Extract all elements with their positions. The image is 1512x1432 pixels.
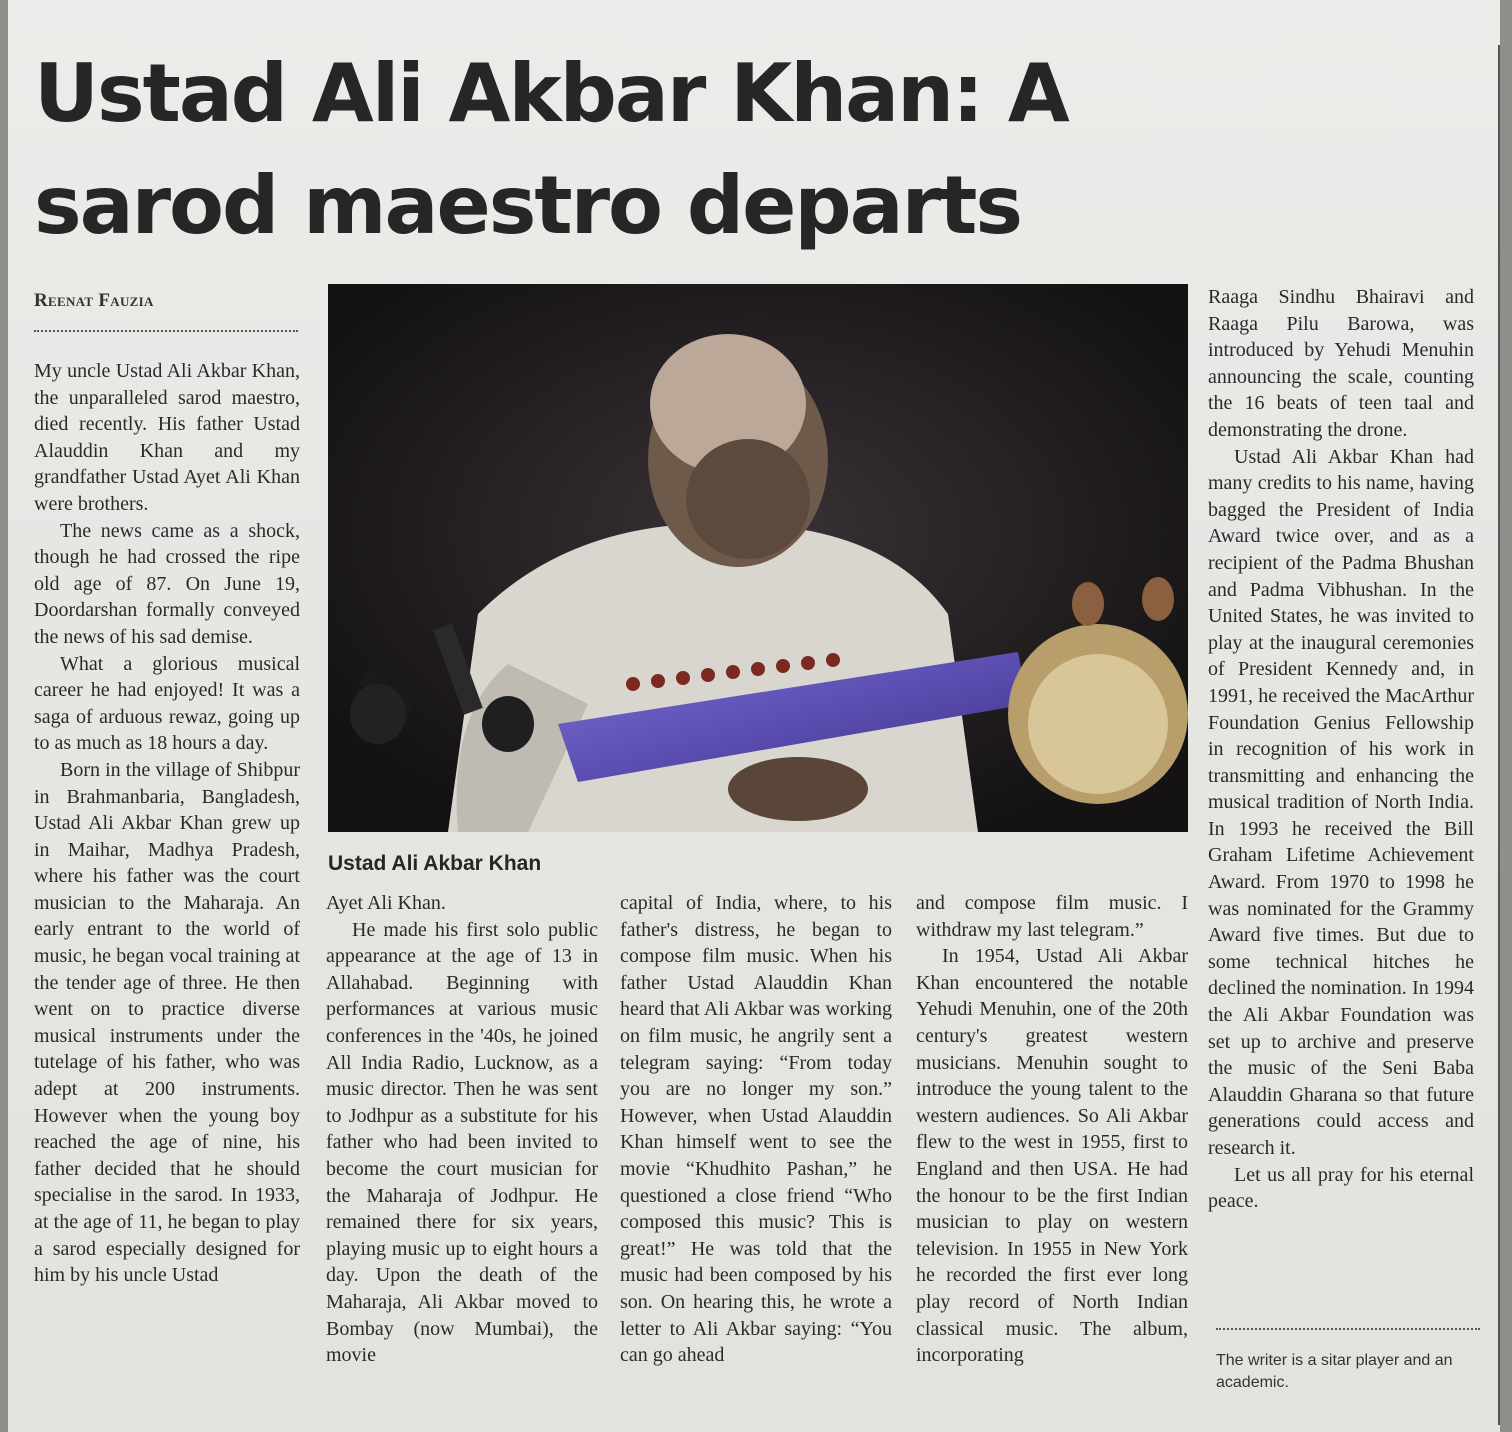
article-column-1	[34, 358, 300, 1289]
paragraph: Let us all pray for his eternal peace.	[1208, 1163, 1474, 1213]
paragraph: What a glorious musical career he had enjoyed! It was a saga of arduous rewaz, going up to as much as 18 hours a day.	[34, 652, 300, 755]
column-rule	[1498, 45, 1500, 1425]
paragraph: Raaga Sindhu Bhairavi and Raaga Pilu Barowa, was introduced by Yehudi Menuhin announcing the scale, counting the 16 beats of teen taal and demonstrating the drone.	[1208, 286, 1474, 441]
article-column-3	[620, 890, 892, 1369]
paragraph: Born in the village of Shibpur in Brahmanbaria, Bangladesh, Ustad Ali Akbar Khan grew up in Maihar, Madhya Pradesh, where his father was the court musician to the Maharaja. An early entrant to the world of music, he began vocal training at the tender age of three. He then went on to practice diverse musical instruments under the tutelage of his father, who was adept at 200 instruments. However when the young boy reached the age of nine, his father decided that he should specialise in the sarod. In 1933, at the age of 11, he began to play a sarod especially designed for him by his uncle Ustad	[34, 758, 300, 1287]
paragraph: My uncle Ustad Ali Akbar Khan, the unparalleled sarod maestro, died recently. His father Ustad Alauddin Khan and my grandfather Ustad Ayet Ali Khan were brothers.	[34, 360, 300, 515]
paragraph: In 1954, Ustad Ali Akbar Khan encountered the notable Yehudi Menuhin, one of the 20th century's greatest western musicians. Menuhin sought to introduce the young talent to the western audiences. So Ali Akbar flew to the west in 1955, first to England and then USA. He had the honour to be the first Indian musician to play on western television. In 1955 in New York he recorded the first ever long play record of North Indian classical music. The album, incorporating	[916, 945, 1188, 1367]
article-column-2	[326, 890, 598, 1369]
byline: Reenat Fauzia	[34, 290, 154, 311]
article-column-4	[916, 890, 1188, 1369]
paragraph: He made his first solo public appearance at the age of 13 in Allahabad. Beginning with performances at various music conferences in the '40s, he joined All India Radio, Lucknow, as a music director. Then he was sent to Jodhpur as a substitute for his father who had been invited to become the court musician for the Maharaja of Jodhpur. He remained there for six years, playing music up to eight hours a day. Upon the death of the Maharaja, Ali Akbar moved to Bombay (now Mumbai), the movie	[326, 918, 598, 1367]
paragraph: capital of India, where, to his father's distress, he began to compose film music. When his father Ustad Alauddin Khan heard that Ali Akbar was working on film music, he angrily sent a telegram saying: “From today you are no longer my son.” However, when Ustad Alauddin Khan himself went to see the movie “Khudhito Pashan,” he questioned a close friend “Who composed this music? This is great!” He was told that the music had been composed by his son. On hearing this, he wrote a letter to Ali Akbar saying: “You can go ahead	[620, 892, 892, 1367]
paragraph: Ustad Ali Akbar Khan had many credits to his name, having bagged the President of India Award twice over, and as a recipient of the Padma Bhushan and Padma Vibhushan. In the United States, he was invited to play at the inaugural ceremonies of President Kennedy and, in 1991, he received the MacArthur Foundation Genius Fellowship in recognition of his work in transmitting and enhancing the musical tradition of North India. In 1993 he received the Bill Graham Lifetime Achievement Award. From 1970 to 1998 he was nominated for the Grammy Award five times. But due to some technical hitches he declined the nomination. In 1994 the Ali Akbar Foundation was set up to archive and preserve the music of the Seni Baba Alauddin Gharana so that future generations could access and research it.	[1208, 445, 1474, 1159]
photo-caption: Ustad Ali Akbar Khan	[328, 852, 542, 875]
headline: Ustad Ali Akbar Khan: A sarod maestro departs	[34, 47, 1068, 252]
article-photo	[328, 284, 1188, 832]
footnote-divider	[1216, 1328, 1480, 1330]
newspaper-page	[8, 0, 1500, 1432]
article-column-5	[1208, 284, 1474, 1215]
paragraph: and compose film music. I withdraw my last telegram.”	[916, 892, 1188, 941]
byline-divider	[34, 330, 298, 332]
paragraph: The news came as a shock, though he had crossed the ripe old age of 87. On June 19, Doordarshan formally conveyed the news of his sad demise.	[34, 519, 300, 648]
writer-note: The writer is a sitar player and an academic.	[1216, 1352, 1453, 1391]
paragraph: Ayet Ali Khan.	[326, 892, 446, 914]
